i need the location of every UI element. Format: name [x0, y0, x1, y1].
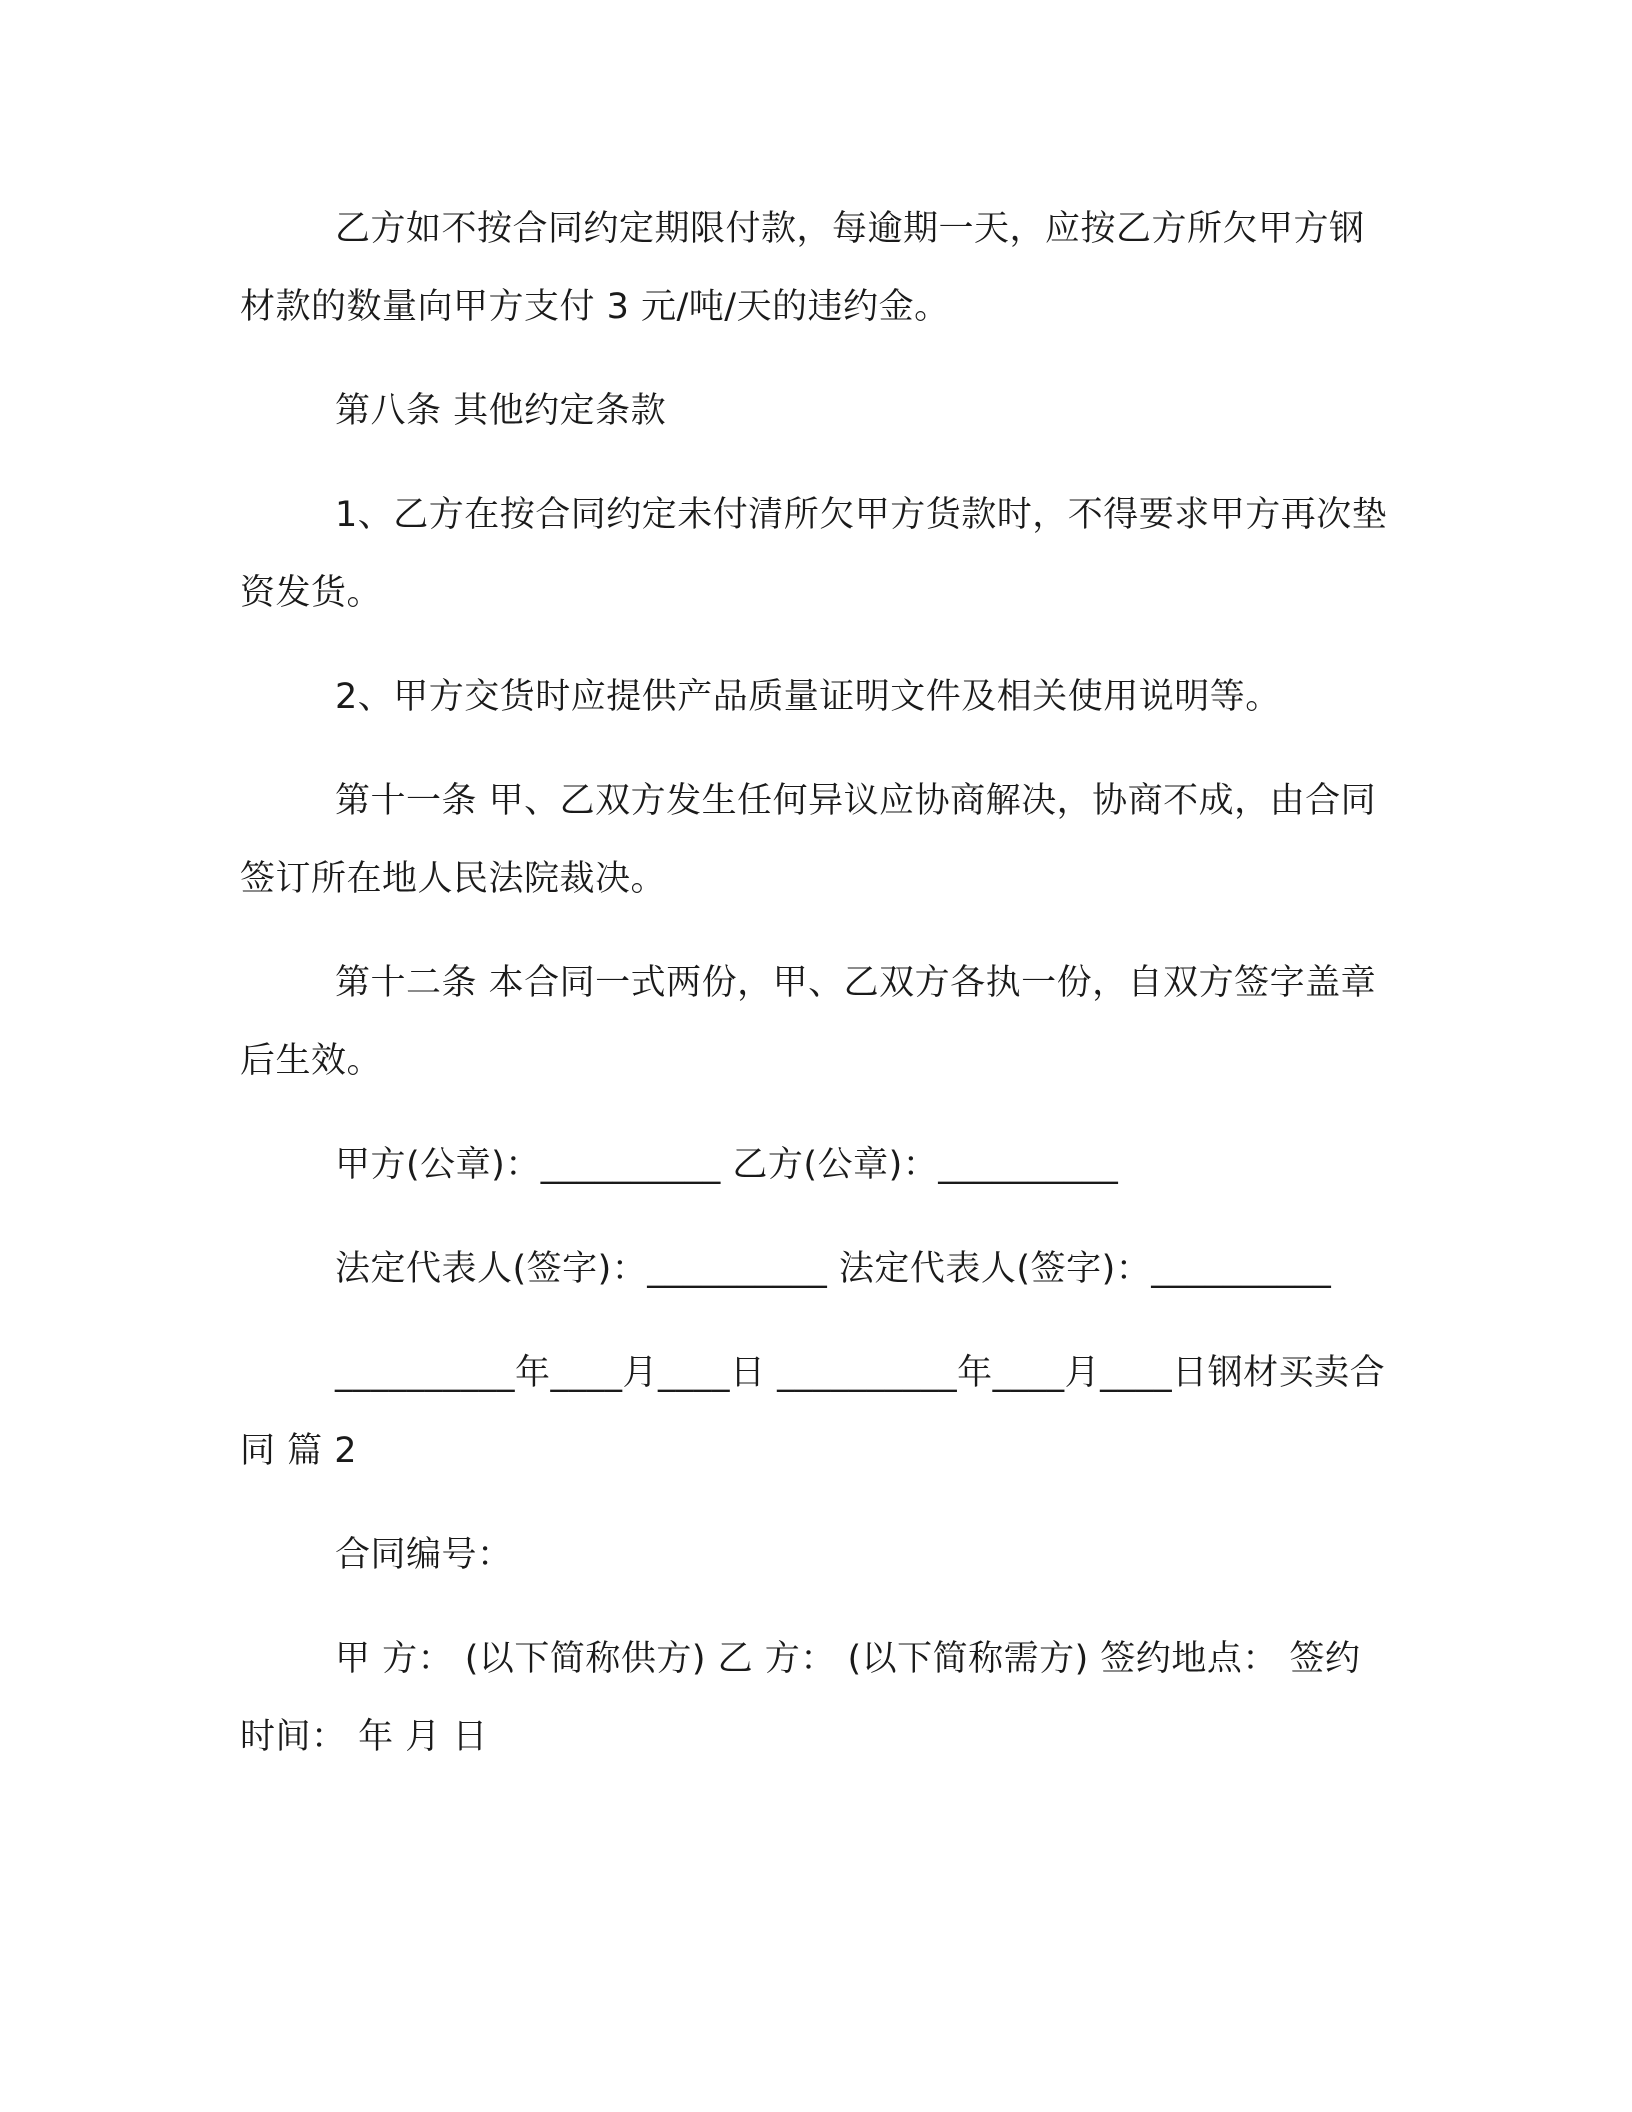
clause-item-1: 1、乙方在按合同约定未付清所欠甲方货款时，不得要求甲方再次垫资发货。	[240, 495, 1388, 613]
document-body	[240, 190, 1390, 1802]
clause-heading-article-8: 第八条 其他约定条款	[335, 391, 667, 431]
signature-date-and-next-title: __________年____月____日 __________年____月____日钢材买卖合同 篇 2	[240, 1353, 1386, 1471]
signature-representative-line: 法定代表人(签字)：__________ 法定代表人(签字)：__________	[335, 1249, 1332, 1289]
contract-number-label: 合同编号：	[335, 1535, 513, 1575]
signature-seal-line: 甲方(公章)：__________ 乙方(公章)：__________	[335, 1145, 1119, 1185]
parties-and-signing-info: 甲 方： (以下简称供方) 乙 方： (以下简称需方) 签约地点： 签约时间： 年 月 日	[240, 1639, 1361, 1757]
clause-item-2: 2、甲方交货时应提供产品质量证明文件及相关使用说明等。	[335, 677, 1281, 717]
clause-late-payment: 乙方如不按合同约定期限付款，每逾期一天，应按乙方所欠甲方钢材款的数量向甲方支付 3 元/吨/天的违约金。	[240, 209, 1365, 327]
clause-article-11: 第十一条 甲、乙双方发生任何异议应协商解决，协商不成，由合同签订所在地人民法院裁决。	[240, 781, 1377, 899]
clause-article-12: 第十二条 本合同一式两份，甲、乙双方各执一份，自双方签字盖章后生效。	[240, 963, 1377, 1081]
